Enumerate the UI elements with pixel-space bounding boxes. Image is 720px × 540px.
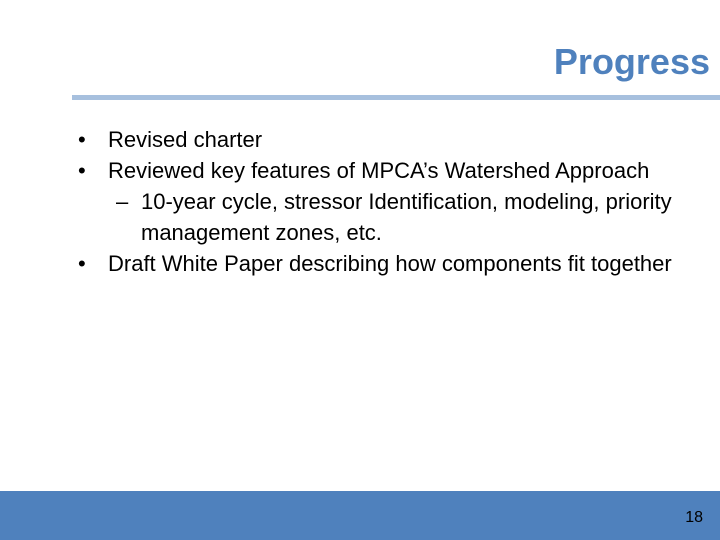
sub-bullet-marker: – bbox=[116, 189, 129, 214]
bullet-marker: • bbox=[78, 158, 86, 183]
bullet-text: Reviewed key features of MPCA’s Watershed Approach bbox=[108, 158, 650, 183]
footer-band bbox=[0, 491, 720, 540]
bullet-item bbox=[78, 124, 678, 155]
title-divider bbox=[72, 95, 720, 100]
sub-bullet-item bbox=[78, 186, 678, 248]
bullet-text: Revised charter bbox=[108, 127, 263, 152]
slide-body bbox=[78, 124, 678, 279]
slide-number: 18 bbox=[685, 509, 703, 526]
bullet-marker: • bbox=[78, 127, 86, 152]
bullet-text: Draft White Paper describing how components fit together bbox=[108, 251, 672, 276]
slide-title: Progress bbox=[553, 41, 710, 82]
bullet-marker: • bbox=[78, 251, 86, 276]
sub-bullet-text: 10-year cycle, stressor Identification, modeling, priority management zones, etc. bbox=[141, 189, 672, 245]
bullet-item bbox=[78, 155, 678, 186]
bullet-item bbox=[78, 248, 678, 279]
